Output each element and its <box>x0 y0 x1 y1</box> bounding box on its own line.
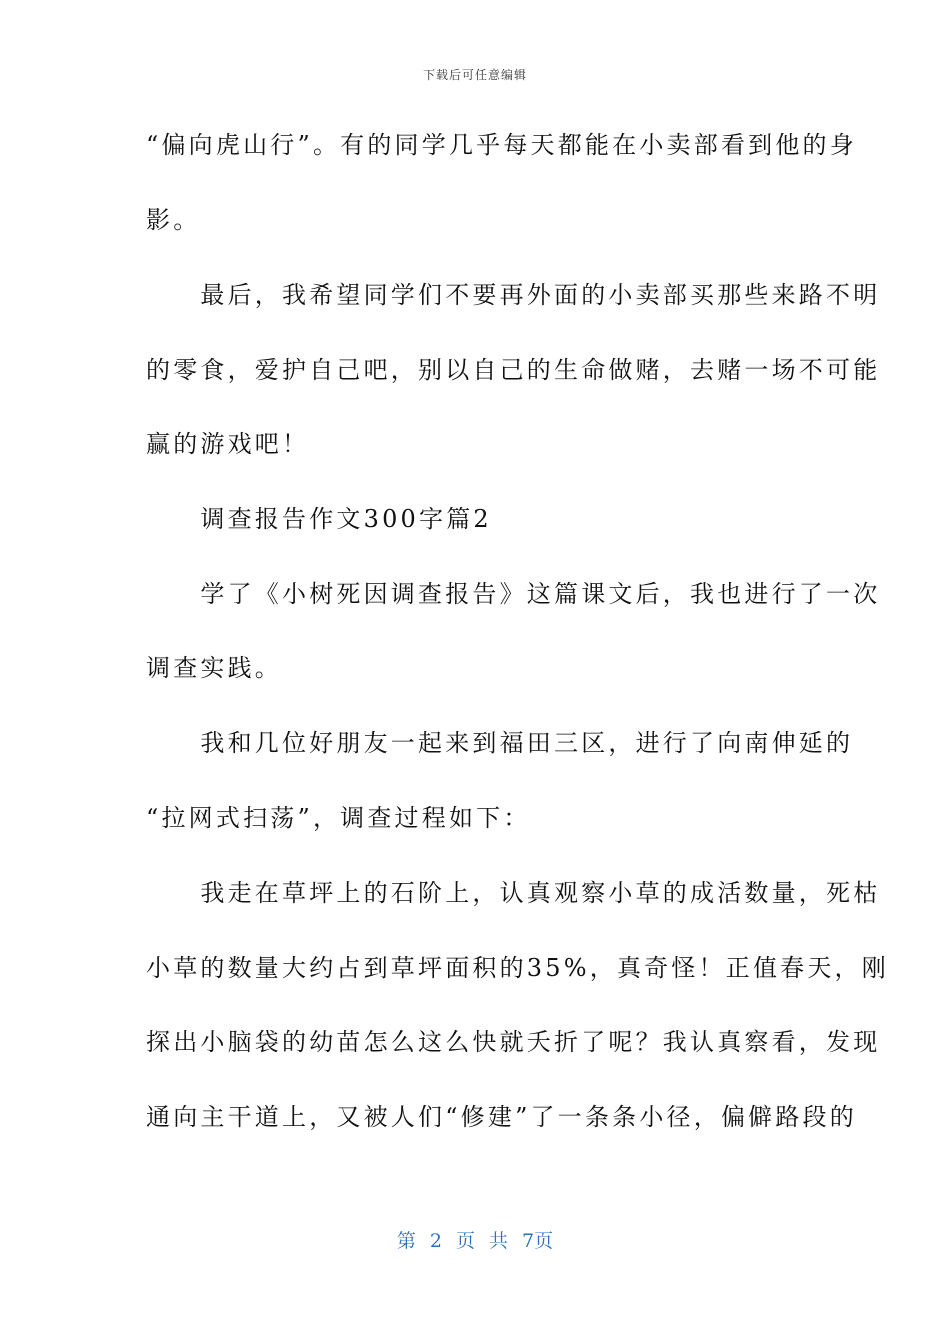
text-line: “偏向虎山行”。有的同学几乎每天都能在小卖部看到他的身 <box>146 131 857 159</box>
footer-total-pages: 7页 <box>522 1230 554 1252</box>
text-line: 最后，我希望同学们不要再外面的小卖部买那些来路不明 <box>146 281 881 309</box>
section-heading: 调查报告作文300字篇2 <box>146 505 492 533</box>
page-footer <box>0 1226 950 1253</box>
text-line: 学了《小树死因调查报告》这篇课文后，我也进行了一次 <box>146 580 881 608</box>
footer-label-ye: 页 <box>455 1230 475 1252</box>
text-line: 的零食，爱护自己吧，别以自己的生命做赌，去赌一场不可能 <box>146 356 881 384</box>
text-line: 我走在草坪上的石阶上，认真观察小草的成活数量，死枯 <box>146 879 881 907</box>
text-line: 小草的数量大约占到草坪面积的35%，真奇怪！正值春天，刚 <box>146 954 889 982</box>
text-line: 影。 <box>146 206 201 234</box>
page-header-note: 下载后可任意编辑 <box>422 68 527 82</box>
text-line: 通向主干道上，又被人们“修建”了一条条小径，偏僻路段的 <box>146 1103 857 1131</box>
text-line: 我和几位好朋友一起来到福田三区，进行了向南伸延的 <box>146 729 854 757</box>
footer-label-gong: 共 <box>489 1230 509 1252</box>
text-line: 赢的游戏吧！ <box>146 430 310 458</box>
text-line: 探出小脑袋的幼苗怎么这么快就夭折了呢？我认真察看，发现 <box>146 1028 881 1056</box>
text-line: “拉网式扫荡”，调查过程如下： <box>146 804 531 832</box>
text-line: 调查实践。 <box>146 654 282 682</box>
footer-label-di: 第 <box>396 1230 416 1252</box>
footer-current-page: 2 <box>429 1230 442 1252</box>
